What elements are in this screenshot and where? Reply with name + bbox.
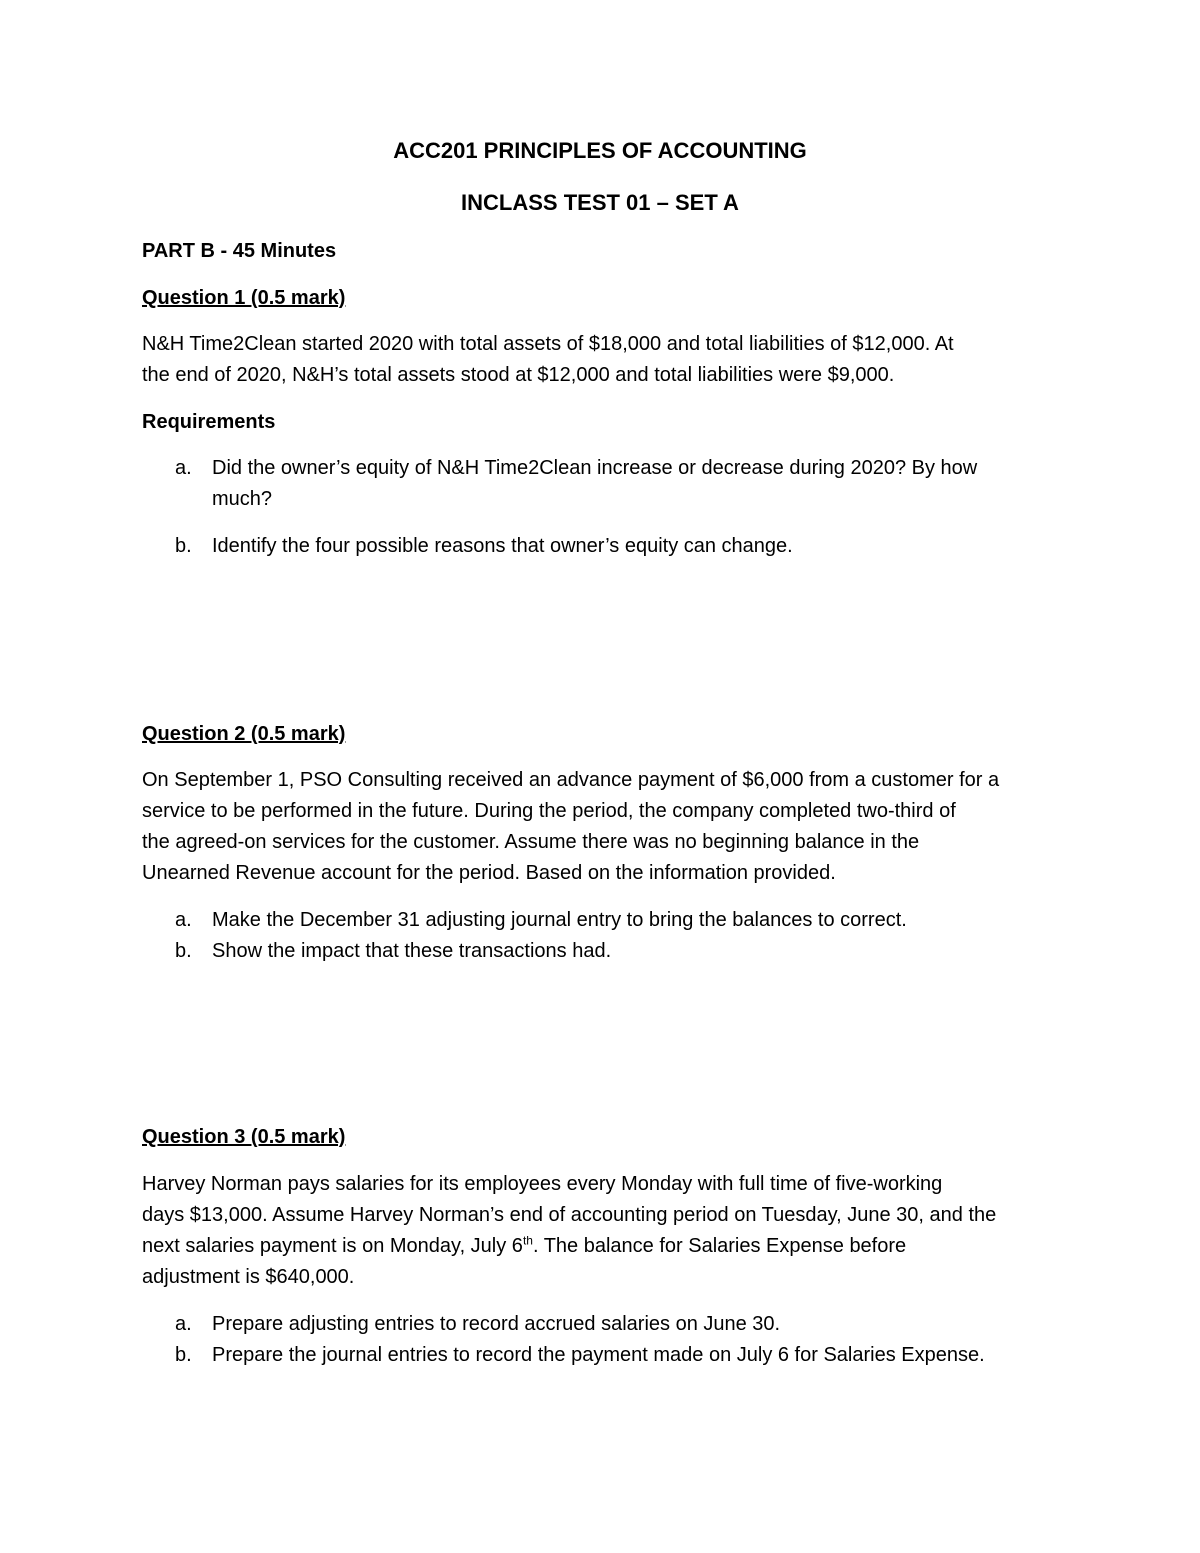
list-item-text: Make the December 31 adjusting journal entry to bring the balances to correct.	[212, 909, 907, 931]
body-text: . The balance for Salaries Expense before	[532, 1235, 907, 1257]
course-title: ACC201 PRINCIPLES OF ACCOUNTING	[393, 138, 807, 163]
list-marker: a.	[175, 909, 192, 931]
list-marker: b.	[175, 535, 192, 557]
question-2-body-line: the agreed-on services for the customer. Assume there was no beginning balance in the	[142, 831, 920, 853]
list-item-text: Prepare adjusting entries to record accrued salaries on June 30.	[212, 1313, 781, 1335]
list-marker: b.	[175, 940, 192, 962]
list-item-text: much?	[212, 488, 273, 510]
question-3-body-line: adjustment is $640,000.	[142, 1266, 355, 1288]
list-marker: a.	[175, 457, 192, 479]
question-2-body-line: service to be performed in the future. During the period, the company completed two-third of	[142, 800, 956, 822]
question-3-body-line: Harvey Norman pays salaries for its employees every Monday with full time of five-working	[142, 1173, 943, 1195]
list-item-text: Prepare the journal entries to record the payment made on July 6 for Salaries Expense.	[212, 1344, 985, 1366]
question-1-body-line: the end of 2020, N&H’s total assets stood at $12,000 and total liabilities were $9,000.	[142, 364, 895, 386]
list-marker: b.	[175, 1344, 192, 1366]
question-2-body-line: Unearned Revenue account for the period. Based on the information provided.	[142, 862, 836, 884]
list-item-text: Show the impact that these transactions had.	[212, 940, 612, 962]
question-2-heading: Question 2 (0.5 mark)	[142, 723, 346, 745]
question-2-body-line: On September 1, PSO Consulting received an advance payment of $6,000 from a customer for a	[142, 769, 1000, 791]
list-item-text: Identify the four possible reasons that owner’s equity can change.	[212, 535, 793, 557]
body-text: next salaries payment is on Monday, July 6	[142, 1235, 523, 1257]
question-3-body-line	[142, 1231, 906, 1262]
part-label: PART B - 45 Minutes	[142, 240, 337, 262]
test-title: INCLASS TEST 01 – SET A	[461, 190, 739, 215]
list-marker: a.	[175, 1313, 192, 1335]
ordinal-suffix: th	[522, 1233, 533, 1248]
question-1-body-line: N&H Time2Clean started 2020 with total assets of $18,000 and total liabilities of $12,000. At	[142, 333, 954, 355]
question-3-body-line: days $13,000. Assume Harvey Norman’s end of accounting period on Tuesday, June 30, and the	[142, 1204, 997, 1226]
list-item-text: Did the owner’s equity of N&H Time2Clean increase or decrease during 2020? By how	[212, 457, 978, 479]
question-1-heading: Question 1 (0.5 mark)	[142, 287, 346, 309]
question-3-heading: Question 3 (0.5 mark)	[142, 1126, 346, 1148]
requirements-label: Requirements	[142, 411, 276, 433]
